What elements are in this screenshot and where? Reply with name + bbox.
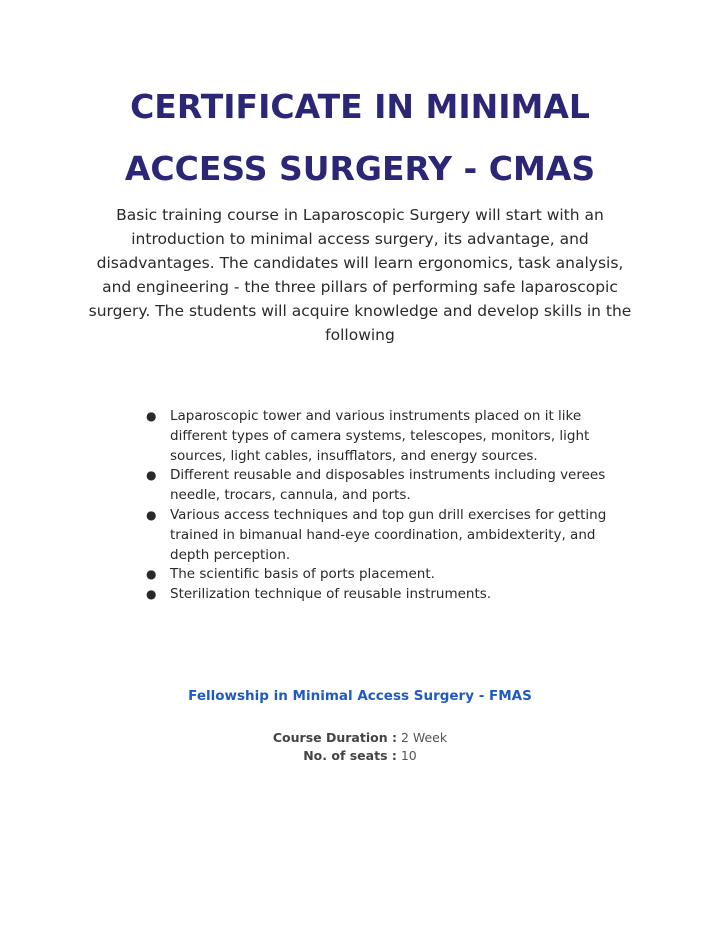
bullet-icon: ●	[146, 507, 157, 522]
bullet-icon: ●	[146, 468, 157, 483]
list-item	[142, 407, 612, 466]
list-item	[142, 585, 612, 605]
course-duration-row	[60, 729, 660, 747]
page-title	[60, 76, 660, 200]
seats-value: 10	[400, 748, 417, 763]
intro-paragraph: Basic training course in Laparoscopic Surgery will start with an introduction to minimal access surgery, its advantage, and disadvantages. The candidates will learn ergonomics, task analysis, and engineering - the three pillars of performing safe laparoscopic surgery. The students will acquire knowledge and develop skills in the following	[88, 206, 632, 344]
seats-label: No. of seats :	[303, 748, 397, 763]
list-item-text: The scientific basis of ports placement.	[170, 566, 435, 583]
list-item-text: Sterilization technique of reusable instruments.	[170, 586, 492, 603]
fellowship-heading: Fellowship in Minimal Access Surgery - FMAS	[188, 688, 532, 704]
title-line-2: ACCESS SURGERY - CMAS	[124, 149, 596, 188]
list-item-text: Different reusable and disposables instruments including verees needle, trocars, cannula, and ports.	[170, 467, 606, 504]
course-details	[60, 729, 660, 765]
list-item	[142, 506, 612, 565]
list-item	[142, 565, 612, 585]
bullet-icon: ●	[146, 567, 157, 582]
course-duration-value: 2 Week	[400, 730, 448, 745]
seats-row	[60, 747, 660, 765]
bullet-icon: ●	[146, 409, 157, 423]
list-item	[142, 466, 612, 506]
topics-list	[142, 407, 612, 605]
bullet-icon: ●	[146, 587, 157, 602]
list-item-text: Laparoscopic tower and various instruments placed on it like different types of camera systems, telescopes, monitors, light sources, light cables, insufflators, and energy sources.	[170, 408, 590, 464]
title-line-1: CERTIFICATE IN MINIMAL	[130, 87, 590, 126]
list-item-text: Various access techniques and top gun drill exercises for getting trained in bimanual hand-eye coordination, ambidexterity, and depth perception.	[170, 506, 607, 563]
course-duration-label: Course Duration :	[272, 730, 397, 745]
